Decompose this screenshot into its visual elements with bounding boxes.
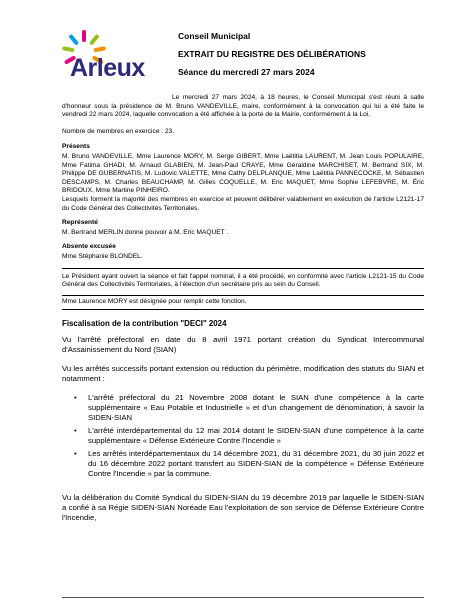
list-item [74,449,424,479]
list-item-text: Les arrêtés interdépartementaux du 14 décembre 2021, du 31 décembre 2021, du 30 juin 2022 et du 16 décembre 2022 portant transfert au SIDEN-SIAN de la compétence « Défense Extérieure Contre l'Incendie » par la commune. [88,449,424,479]
secretary-note: Mme Laurence MORY est désignée pour remplir cette fonction. [62,297,247,305]
bullet-icon: • [74,393,77,403]
members-count: Nombre de membres en exercice : 23. [62,127,175,135]
deliberation-subject: Fiscalisation de la contribution "DECI" 2024 [62,319,227,329]
body-paragraph-1: Vu l'arrêté préfectoral en date du 8 avril 1971 portant création du Syndicat Intercommunal d'Assainissement du Nord (SIAN) [62,335,424,355]
list-item [74,393,424,423]
presents-list: M. Bruno VANDEVILLE, Mme Laurence MORY, M. Serge GIBERT, Mme Laëtitia LAURENT, M. Jean Louis POPULAIRE, Mme Fatima GHADI, M. Arnaud GLABIEN, M. Jean-Paul CRAYE, Mme Géraldine MARCHISET, M. Bertrand SIX, M. Philippe DE GUBERNATIS, M. Ludovic VALETTE, Mme Cathy DELPLANQUE, Mme Laëtitia PANNECOCKE, M. Sébastien DESCAMPS, M. Charles BEAUCHAMP, M. Gilles COQUELLE, M. Eric MAQUET, Mme Sophie LEFEBVRE, M. Éric BRIDOUX, Mme Martine PINHEIRO. [62,152,424,195]
divider [62,268,424,269]
list-item-text: L'arrêté préfectoral du 21 Novembre 2008 dotant le SIAN d'une compétence à la carte supplémentaire « Eau Potable et Industrielle » et d'un changement de dénomination, à savoir la SIDEN-SIAN [88,393,424,423]
list-item-text: L'arrêté interdépartemental du 12 mai 2014 dotant le SIDEN-SIAN d'une compétence à la carte supplémentaire « Défense Extérieure Contre l'Incendie » [88,426,424,446]
bullet-icon: • [74,426,77,436]
council-title: Conseil Municipal [178,31,251,41]
footer-divider [62,597,424,598]
divider [62,309,424,310]
body-paragraph-2: Vu les arrêtés successifs portant extension ou réduction du périmètre, modification des statuts du SIAN et notamment : [62,364,424,384]
president-note: Le Président ayant ouvert la séance et fait l'appel nominal, il a été procédé, en conformité avec l'article L2121-15 du Code Général des Collectivités Territoriales, à l'élection d'un secrétaire pris au sein du Conseil. [62,272,424,289]
represente-section [62,219,424,237]
absente-text: Mme Stéphanie BLONDEL. [62,252,143,260]
bullet-icon: • [74,449,77,459]
register-title: EXTRAIT DU REGISTRE DES DÉLIBÉRATIONS [178,49,366,59]
absente-section [62,243,424,261]
document-header [178,31,428,85]
session-date: Séance du mercredi 27 mars 2024 [178,67,315,77]
quorum-note: Lesquels forment la majorité des membres en exercice et peuvent délibérer valablement en exécution de l'article L2121-17 du Code Général des Collectivités Territoriales. [62,195,424,212]
body-paragraph-3: Vu la délibération du Comité Syndical du SIDEN-SIAN du 19 décembre 2019 par laquelle le SIDEN-SIAN a confié à sa Régie SIDEN-SIAN Noréade Eau l'exploitation de son service de Défense Extérieure Contre l'Incendie, [62,493,424,523]
represente-label: Représenté [62,219,98,227]
intro-paragraph: Le mercredi 27 mars 2024, à 18 heures, le Conseil Municipal s'est réuni à salle d'honneur sous la présidence de M. Bruno VANDEVILLE, maire, conformément à la convocation qui lui a été faite le vendredi 22 mars 2024, laquelle convocation a été affichée à la porte de la Mairie, conformément à la Loi. [62,94,424,119]
document-body [62,94,424,523]
presents-label: Présents [62,143,90,151]
presents-section [62,143,424,213]
arretes-list [62,393,424,479]
logo-text: Arleux [70,54,145,82]
absente-label: Absente excusée [62,243,116,251]
divider [62,295,424,296]
represente-text: M. Bertrand MERLIN donne pouvoir à M. Eric MAQUET . [62,228,229,236]
list-item [74,426,424,446]
